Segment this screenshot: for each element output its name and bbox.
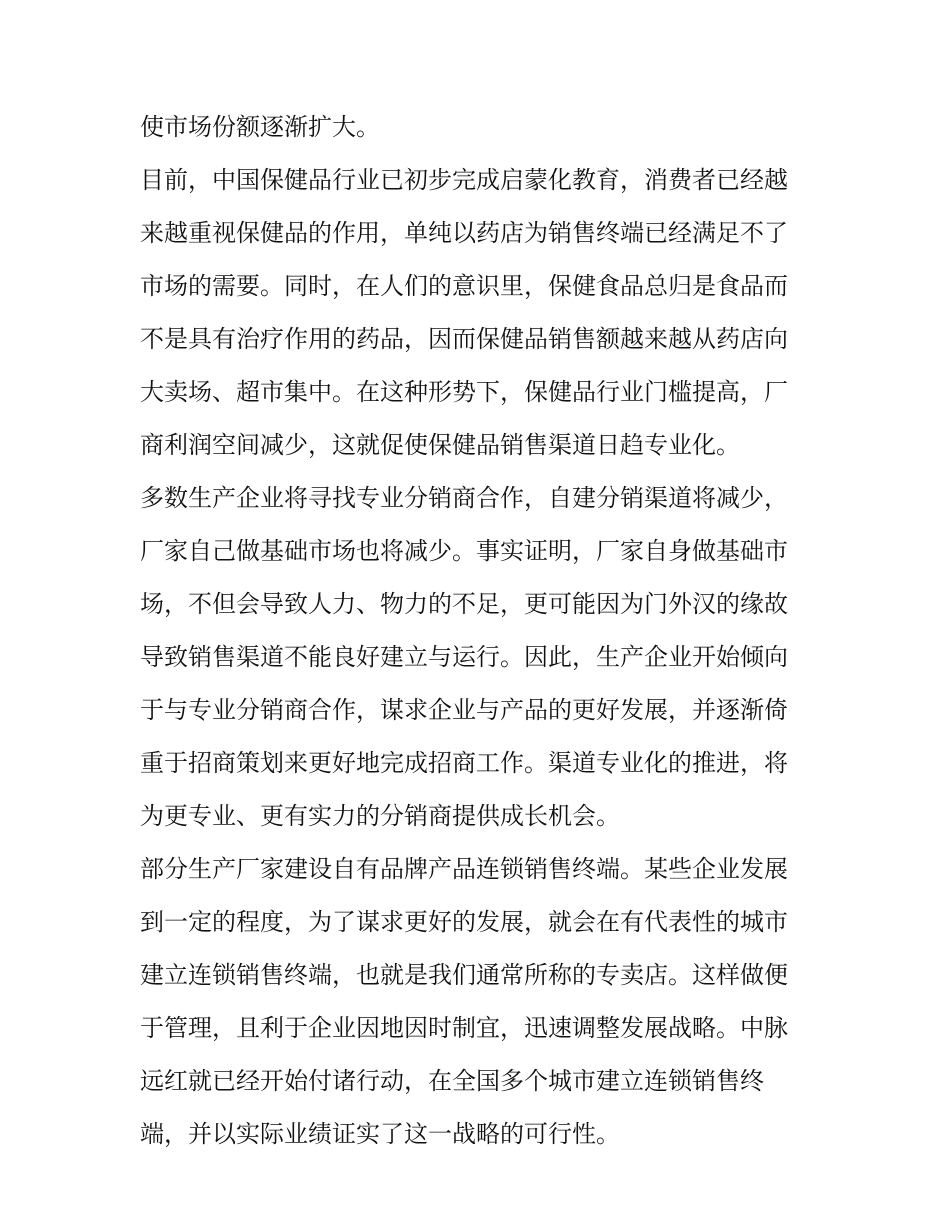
paragraph-4-line-2: 到一定的程度，为了谋求更好的发展，就会在有代表性的城市 [140,908,788,936]
paragraph-2-line-4: 不是具有治疗作用的药品，因而保健品销售额越来越从药店向 [140,325,788,353]
paragraph-3-line-1: 多数生产企业将寻找专业分销商合作，自建分销渠道将减少， [140,484,788,512]
paragraph-3-line-5: 于与专业分销商合作，谋求企业与产品的更好发展，并逐渐倚 [140,696,788,724]
paragraph-3-line-6: 重于招商策划来更好地完成招商工作。渠道专业化的推进，将 [140,749,788,777]
paragraph-2-line-3: 市场的需要。同时，在人们的意识里，保健食品总归是食品而 [140,272,788,300]
paragraph-4-line-3: 建立连锁销售终端，也就是我们通常所称的专卖店。这样做便 [140,961,788,989]
paragraph-3-line-7: 为更专业、更有实力的分销商提供成长机会。 [140,802,620,830]
paragraph-3-line-2: 厂家自己做基础市场也将减少。事实证明，厂家自身做基础市 [140,537,788,565]
paragraph-1-line-1: 使市场份额逐渐扩大。 [140,113,380,141]
paragraph-2-line-1: 目前，中国保健品行业已初步完成启蒙化教育，消费者已经越 [140,166,788,194]
paragraph-2-line-2: 来越重视保健品的作用，单纯以药店为销售终端已经满足不了 [140,219,788,247]
paragraph-4-line-1: 部分生产厂家建设自有品牌产品连锁销售终端。某些企业发展 [140,855,788,883]
paragraph-4-line-5: 远红就已经开始付诸行动，在全国多个城市建立连锁销售终 [140,1067,764,1095]
paragraph-3-line-4: 导致销售渠道不能良好建立与运行。因此，生产企业开始倾向 [140,643,788,671]
paragraph-3-line-3: 场，不但会导致人力、物力的不足，更可能因为门外汉的缘故 [140,590,788,618]
paragraph-4-line-6: 端，并以实际业绩证实了这一战略的可行性。 [140,1120,620,1148]
paragraph-2-line-6: 商利润空间减少，这就促使保健品销售渠道日趋专业化。 [140,431,740,459]
paragraph-4-line-4: 于管理，且利于企业因地因时制宜，迅速调整发展战略。中脉 [140,1014,788,1042]
paragraph-2-line-5: 大卖场、超市集中。在这种形势下，保健品行业门槛提高，厂 [140,378,788,406]
